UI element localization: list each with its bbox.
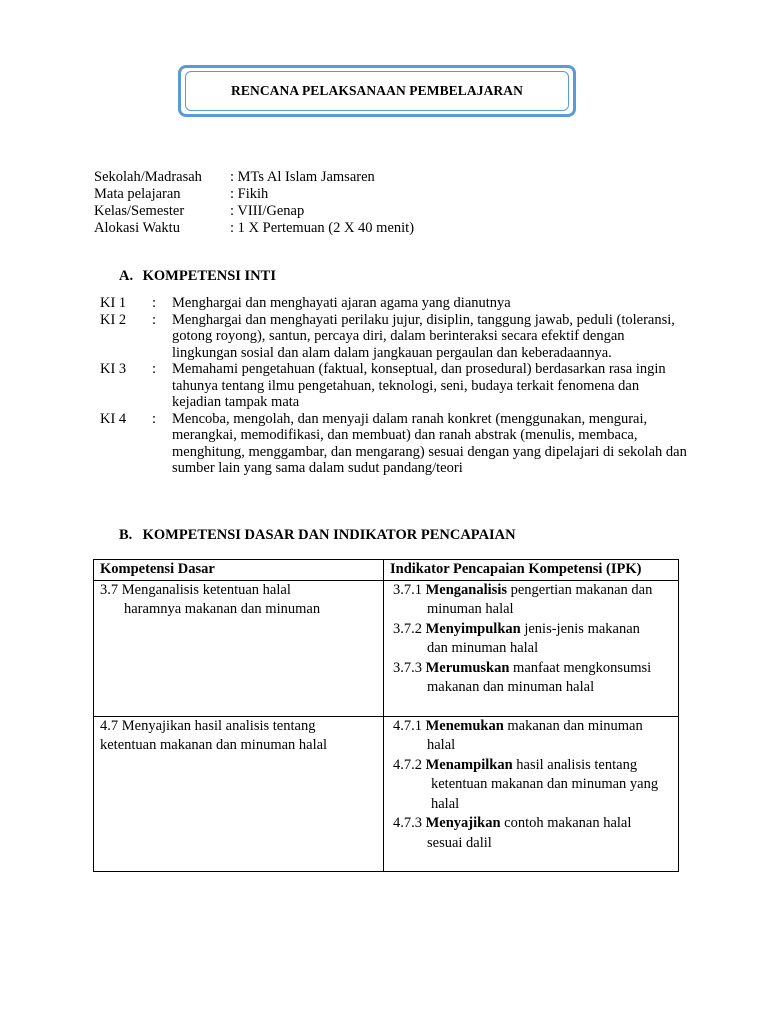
identity-value: : VIII/Genap	[230, 203, 305, 219]
kd-cell	[94, 580, 384, 716]
section-title: KOMPETENSI INTI	[142, 268, 276, 284]
identity-value: : 1 X Pertemuan (2 X 40 menit)	[230, 220, 415, 236]
indicator-number: 4.7.3	[393, 815, 426, 831]
ki-colon: :	[152, 311, 157, 328]
kd-text-line: 3.7 Menganalisis ketentuan halal	[100, 581, 291, 598]
indicator-number: 4.7.2	[393, 756, 426, 773]
ki-text: Menghargai dan menghayati ajaran agama yang dianutnya	[172, 295, 511, 311]
identity-label: Alokasi Waktu	[94, 220, 180, 236]
section-title: KOMPETENSI DASAR DAN INDIKATOR PENCAPAIAN	[142, 527, 516, 543]
ki-number: KI 3	[100, 361, 127, 377]
ki-item	[100, 312, 690, 362]
ki-colon: :	[152, 410, 157, 427]
indicator-number: 4.7.1	[393, 717, 426, 734]
indicator-continuation: sesuai dalil	[427, 834, 492, 851]
identity-label: Sekolah/Madrasah	[94, 169, 202, 185]
identity-row	[94, 220, 414, 237]
indicator-verb: Menyajikan	[425, 815, 501, 831]
ki-colon: :	[152, 361, 157, 377]
table-header-kd: Kompetensi Dasar	[94, 560, 384, 581]
indicator-continuation: makanan dan minuman halal	[427, 679, 595, 695]
kd-cell	[94, 716, 384, 871]
indicator-line	[390, 581, 672, 601]
indicator-continuation: ketentuan makanan dan minuman yang	[431, 776, 659, 792]
indicator-number: 3.7.2	[393, 620, 426, 637]
kd-text-line: haramnya makanan dan minuman	[124, 601, 321, 617]
indicator-text: hasil analisis tentang	[512, 756, 638, 773]
indicator-line	[390, 620, 672, 640]
ki-number: KI 2	[100, 311, 127, 328]
identity-value: : MTs Al Islam Jamsaren	[230, 169, 375, 185]
identity-row	[94, 203, 414, 220]
ki-text: Menghargai dan menghayati perilaku jujur, disiplin, tanggung jawab, peduli (toleransi, gotong royong), santun, percaya diri, dalam berinteraksi secara efektif dengan lingkungan sosial dan alam dalam jangkauan pergaulan dan keberadaannya.	[172, 311, 675, 361]
ki-item	[100, 361, 690, 411]
section-heading-kompetensi-inti	[119, 268, 276, 285]
indicator-line	[390, 756, 672, 776]
indicator-text: makanan dan minuman	[503, 717, 643, 734]
kd-text-line: ketentuan makanan dan minuman halal	[100, 737, 328, 753]
ki-text: Memahami pengetahuan (faktual, konseptual, dan prosedural) berdasarkan rasa ingin tahunya tentang ilmu pengetahuan, teknologi, seni, budaya terkait fenomena dan kejadian tampak mata	[172, 361, 666, 410]
identity-row	[94, 169, 414, 186]
section-letter: B.	[119, 527, 133, 543]
identity-block	[94, 169, 414, 237]
indicator-text: pengertian makanan dan	[507, 581, 653, 598]
identity-label: Kelas/Semester	[94, 203, 185, 219]
indicator-verb: Merumuskan	[425, 659, 510, 676]
ki-colon: :	[152, 295, 157, 311]
ki-text: Mencoba, mengolah, dan menyaji dalam ranah konkret (menggunakan, mengurai, merangkai, memodifikasi, dan membuat) dan ranah abstrak (menulis, membaca, menghitung, menggambar, dan mengarang) sesuai dengan yang dipelajari di sekolah dan sumber lain yang sama dalam sudut pandang/teori	[172, 410, 687, 476]
section-letter: A.	[119, 268, 134, 284]
identity-row	[94, 186, 414, 203]
indicator-line	[390, 717, 672, 737]
indicator-verb: Menganalisis	[425, 581, 507, 598]
section-heading-kompetensi-dasar	[119, 527, 516, 544]
kd-text-line: 4.7 Menyajikan hasil analisis tentang	[100, 717, 316, 734]
indicator-number: 3.7.1	[393, 581, 426, 598]
indicator-number: 3.7.3	[393, 659, 426, 676]
indicator-text: jenis-jenis makanan	[520, 620, 640, 637]
ki-item	[100, 411, 690, 477]
indicator-text: contoh makanan halal	[500, 815, 632, 831]
indicator-continuation: dan minuman halal	[427, 640, 539, 656]
kompetensi-inti-list	[100, 295, 690, 477]
document-title: RENCANA PELAKSANAAN PEMBELAJARAN	[231, 83, 523, 98]
title-box	[185, 71, 569, 111]
table-header-ipk: Indikator Pencapaian Kompetensi (IPK)	[384, 560, 679, 581]
ki-number: KI 4	[100, 410, 127, 427]
ki-number: KI 1	[100, 295, 127, 311]
identity-value: : Fikih	[230, 186, 269, 202]
indicator-continuation: minuman halal	[427, 601, 514, 617]
indicator-line	[390, 814, 672, 834]
indicator-text: manfaat mengkonsumsi	[509, 659, 652, 676]
kd-indicator-table	[93, 559, 679, 872]
table-header-row	[94, 560, 679, 581]
identity-label: Mata pelajaran	[94, 186, 181, 202]
indicator-continuation: halal	[431, 795, 460, 812]
indicator-line	[390, 659, 672, 679]
indicator-verb: Menemukan	[425, 717, 504, 734]
table-row	[94, 580, 679, 716]
indicator-verb: Menyimpulkan	[425, 620, 521, 637]
ipk-cell	[384, 580, 679, 716]
table-row	[94, 716, 679, 871]
ki-item	[100, 295, 690, 312]
indicator-verb: Menampilkan	[425, 756, 513, 773]
ipk-cell	[384, 716, 679, 871]
indicator-continuation: halal	[427, 737, 456, 753]
